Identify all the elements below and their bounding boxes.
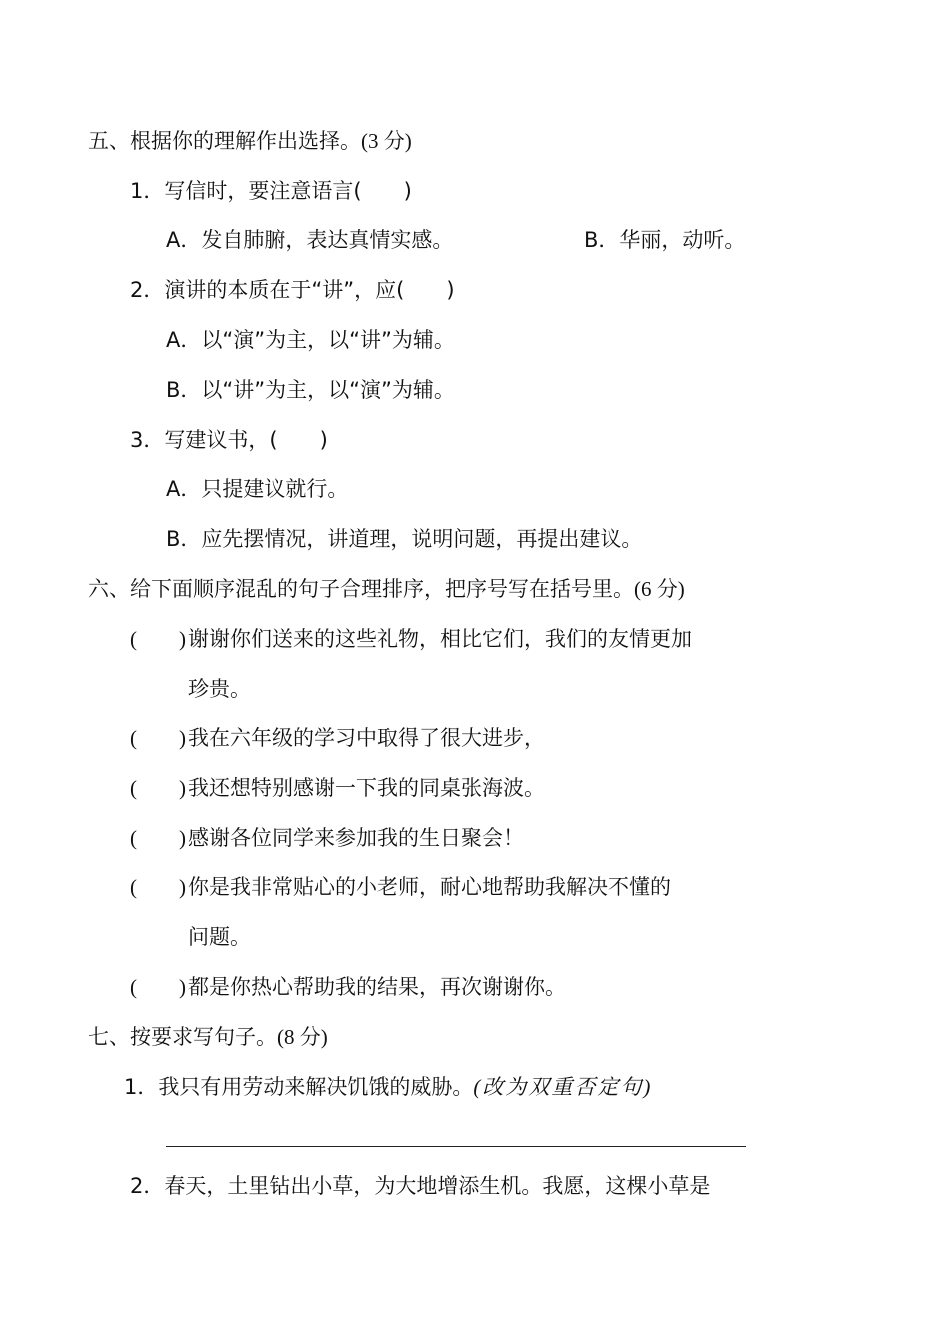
- question-text: 我只有用劳动来解决饥饿的威胁。: [158, 1075, 474, 1099]
- question-5-3-option-a: A．只提建议就行。: [166, 477, 349, 501]
- question-number: 2．: [130, 1174, 165, 1198]
- question-number: 3．: [130, 428, 165, 452]
- order-item-text: 感谢各位同学来参加我的生日聚会！: [188, 826, 524, 850]
- section-7-heading: [88, 1022, 328, 1052]
- answer-blank[interactable]: ( ): [130, 975, 186, 999]
- question-5-3-option-b: B．应先摆情况，讲道理，说明问题，再提出建议。: [166, 527, 643, 551]
- order-item-text: 都是你热心帮助我的结果，再次谢谢你。: [188, 975, 566, 999]
- order-item-1: [130, 624, 692, 654]
- answer-blank[interactable]: ( ): [130, 726, 186, 750]
- order-item-5: [130, 872, 671, 902]
- question-text: 写信时，要注意语言( ): [164, 179, 412, 203]
- order-item-2: [130, 723, 545, 753]
- question-number: 1．: [124, 1075, 159, 1099]
- section-5-heading: [88, 126, 412, 156]
- question-instruction: (改为双重否定句): [473, 1075, 653, 1099]
- question-5-3: [130, 425, 328, 455]
- question-number: 1．: [130, 179, 165, 203]
- order-item-text: 你是我非常贴心的小老师，耐心地帮助我解决不懂的: [188, 875, 671, 899]
- question-text: 写建议书，( ): [164, 428, 328, 452]
- question-5-1: [130, 176, 412, 206]
- order-item-text: 谢谢你们送来的这些礼物，相比它们，我们的友情更加: [188, 627, 692, 651]
- question-7-2: [130, 1171, 710, 1201]
- answer-blank[interactable]: ( ): [130, 627, 186, 651]
- section-5-score: (3 分): [361, 129, 412, 153]
- question-7-1: [124, 1072, 652, 1102]
- section-7-score: (8 分): [277, 1025, 328, 1049]
- section-6-title: 六、给下面顺序混乱的句子合理排序，把序号写在括号里。: [88, 577, 634, 601]
- question-5-1-option-b: B．华丽，动听。: [584, 228, 746, 252]
- order-item-5-continuation: 问题。: [188, 925, 251, 949]
- question-5-1-option-a: A．发自肺腑，表达真情实感。: [166, 228, 454, 252]
- section-5-title: 五、根据你的理解作出选择。: [88, 129, 361, 153]
- order-item-text: 我还想特别感谢一下我的同桌张海波。: [188, 776, 545, 800]
- question-number: 2．: [130, 278, 165, 302]
- order-item-1-continuation: 珍贵。: [188, 677, 251, 701]
- section-6-heading: [88, 574, 685, 604]
- question-5-2-option-a: A．以“演”为主，以“讲”为辅。: [166, 328, 455, 352]
- section-6-score: (6 分): [634, 577, 685, 601]
- answer-blank[interactable]: ( ): [130, 776, 186, 800]
- order-item-4: [130, 823, 524, 853]
- order-item-3: [130, 773, 545, 803]
- question-5-2-option-b: B．以“讲”为主，以“演”为辅。: [166, 378, 455, 402]
- answer-line[interactable]: [166, 1146, 746, 1147]
- answer-blank[interactable]: ( ): [130, 875, 186, 899]
- answer-blank[interactable]: ( ): [130, 826, 186, 850]
- question-5-2: [130, 275, 455, 305]
- section-7-title: 七、按要求写句子。: [88, 1025, 277, 1049]
- question-text: 春天，土里钻出小草，为大地增添生机。我愿，这棵小草是: [164, 1174, 711, 1198]
- question-text: 演讲的本质在于“讲”，应( ): [164, 278, 455, 302]
- order-item-6: [130, 972, 566, 1002]
- order-item-text: 我在六年级的学习中取得了很大进步，: [188, 726, 545, 750]
